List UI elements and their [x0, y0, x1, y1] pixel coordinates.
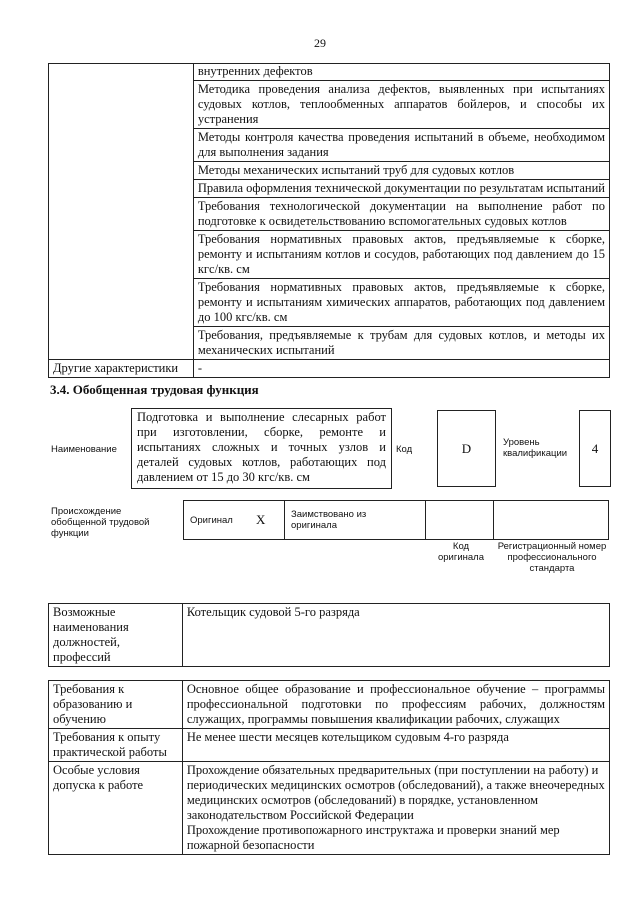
borrowed-label: Заимствовано из оригинала	[291, 509, 367, 531]
special-conditions-label: Особые условия допуска к работе	[49, 762, 183, 855]
origin-label: Происхождение обобщенной трудовой функции	[51, 506, 150, 539]
table-row	[49, 64, 610, 81]
code-value: D	[461, 441, 472, 456]
knowledge-item: Требования технологической документации на выполнение работ по подготовке к освидетельствованию вспомогательных судовых котлов	[193, 198, 609, 231]
positions-value: Котельщик судовой 5-го разряда	[182, 604, 609, 667]
registration-number-caption: Регистрационный номер профессионального стандарта	[497, 541, 607, 574]
code-label: Код	[396, 444, 413, 455]
other-characteristics-label: Другие характеристики	[49, 360, 194, 378]
knowledge-label-cell	[49, 64, 194, 360]
positions-table	[48, 603, 610, 667]
education-requirements-label: Требования к образованию и обучению	[49, 681, 183, 729]
knowledge-item: Методы механических испытаний труб для судовых котлов	[193, 162, 609, 180]
table-row	[49, 360, 610, 378]
knowledge-item: Требования, предъявляемые к трубам для судовых котлов, и методы их механических испытаний	[193, 327, 609, 360]
table-row	[49, 681, 610, 729]
origin-divider-1	[284, 500, 285, 540]
special-conditions-value: Прохождение обязательных предварительных (при поступлении на работу) и периодических медицинских осмотров (обследований), а также внеочередных медицинских осмотров (обследований) в порядке, установленном законодательством Российской Федерации	[186, 763, 605, 822]
knowledge-item: Правила оформления технической документации по результатам испытаний	[193, 180, 609, 198]
origin-divider-2	[425, 500, 426, 540]
original-mark: X	[256, 512, 266, 527]
function-name-value: Подготовка и выполнение слесарных работ при изготовлении, сборке, ремонте и испытаниях сложных и точных узлов и деталей судовых котлов, работающих под давлением от 15 до 30 кгс/кв. см	[137, 410, 386, 484]
level-label: Уровень квалификации	[503, 437, 568, 459]
table-row	[49, 604, 610, 667]
requirements-table	[48, 680, 610, 855]
knowledge-table	[48, 63, 610, 378]
special-conditions-value-2: Прохождение противопожарного инструктажа и проверки знаний мер пожарной безопасности	[186, 823, 560, 852]
function-name-box	[131, 408, 392, 489]
section-title: 3.4. Обобщенная трудовая функция	[50, 382, 259, 397]
experience-requirements-label: Требования к опыту практической работы	[49, 729, 183, 762]
name-label: Наименование	[51, 444, 117, 455]
other-characteristics-value: -	[193, 360, 609, 378]
special-conditions-cell	[182, 762, 609, 855]
knowledge-item: Требования нормативных правовых актов, предъявляемые к сборке, ремонту и испытаниям котлов и сосудов, работающих под давлением до 15 кгс/кв. см	[193, 231, 609, 279]
knowledge-item: внутренних дефектов	[193, 64, 609, 81]
page-number: 29	[314, 36, 326, 50]
knowledge-item: Методы контроля качества проведения испытаний в объеме, необходимом для выполнения задания	[193, 129, 609, 162]
origin-divider-3	[493, 500, 494, 540]
table-row	[49, 762, 610, 855]
original-label: Оригинал	[190, 515, 233, 526]
education-requirements-value: Основное общее образование и профессиональное обучение – программы профессиональной подготовки по профессиям рабочих, должностям служащих, программы повышения квалификации рабочих, служащих	[182, 681, 609, 729]
experience-requirements-value: Не менее шести месяцев котельщиком судовым 4-го разряда	[182, 729, 609, 762]
table-row	[49, 729, 610, 762]
knowledge-item: Методика проведения анализа дефектов, выявленных при испытаниях судовых котлов, теплообменных аппаратов бойлеров, и способы их устранения	[193, 81, 609, 129]
level-value: 4	[591, 441, 599, 456]
code-original-caption: Код оригинала	[437, 541, 484, 563]
positions-label: Возможные наименования должностей, профессий	[49, 604, 183, 667]
knowledge-item: Требования нормативных правовых актов, предъявляемые к сборке, ремонту и испытаниям химических аппаратов, работающих под давлением до 100 кгс/кв. см	[193, 279, 609, 327]
